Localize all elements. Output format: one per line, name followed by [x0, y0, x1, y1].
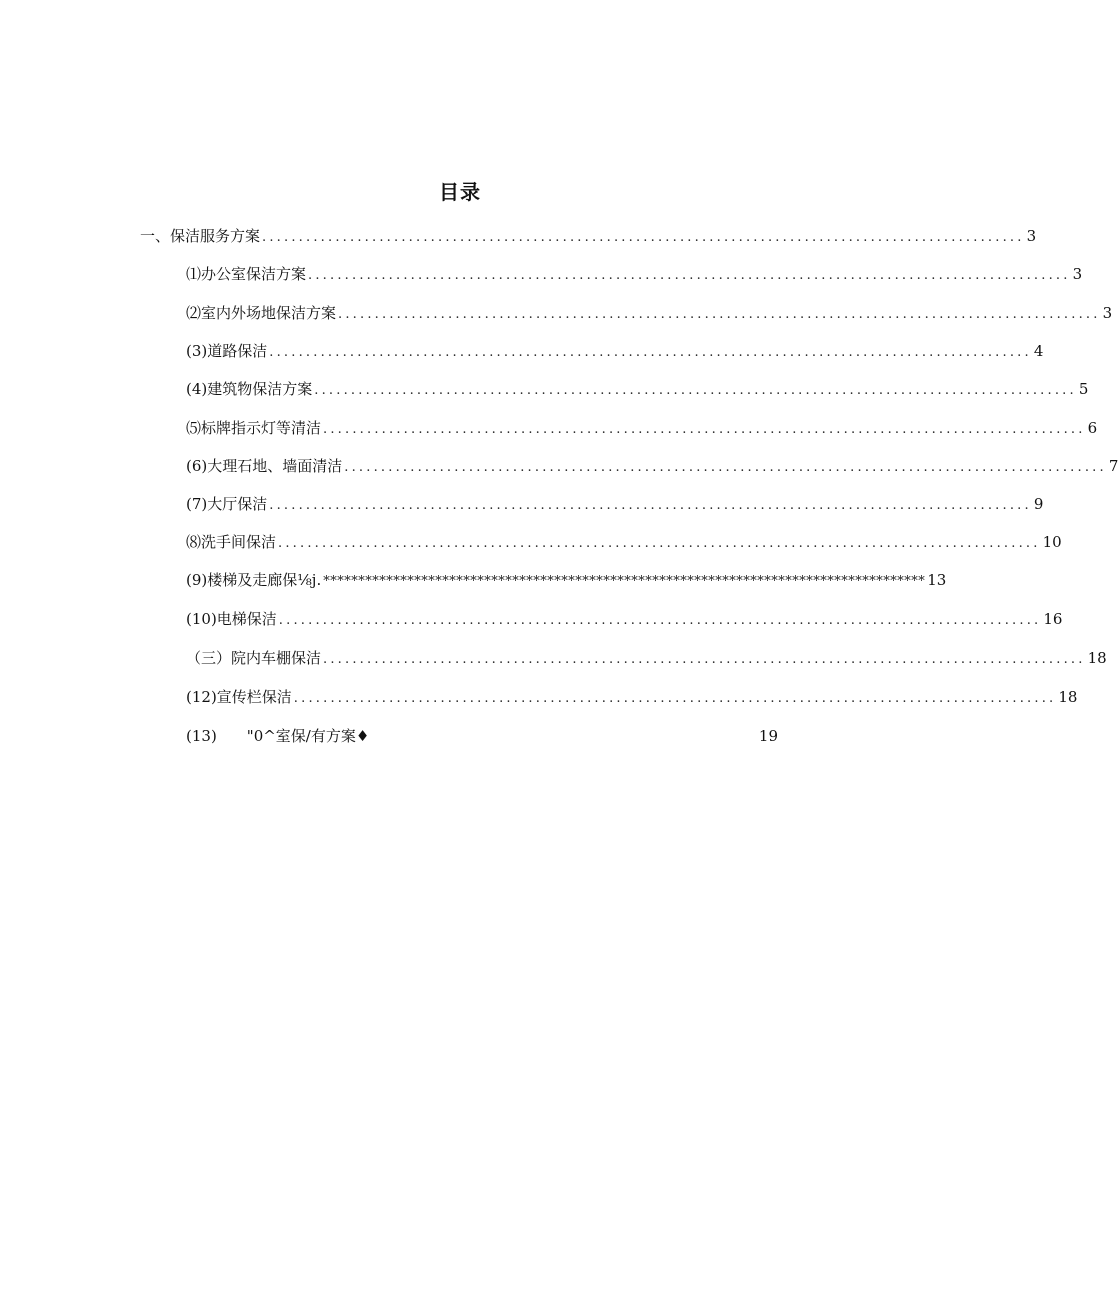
toc-page-number: 18 [1087, 649, 1107, 667]
toc-entry[interactable] [186, 378, 1089, 400]
toc-entry-label: (4)建筑物保洁方案 [186, 380, 313, 398]
toc-entry[interactable] [186, 531, 1062, 553]
toc-entry[interactable] [186, 647, 1107, 669]
toc-entry-label: ⑴办公室保洁方案 [186, 265, 307, 283]
toc-entry-label: （三）院内车棚保洁 [186, 649, 322, 667]
toc-dot-leader: ........................................................................................................ [323, 422, 1086, 437]
toc-entry[interactable] [186, 263, 1083, 285]
toc-entry-label: ⑻洗手间保洁 [186, 533, 277, 551]
toc-entry[interactable] [186, 725, 778, 747]
toc-page-number: 10 [1042, 533, 1062, 551]
toc-entry[interactable] [186, 608, 1063, 630]
toc-dot-leader: ........................................................................................................ [269, 498, 1032, 513]
toc-entry-label: (10)电梯保洁 [186, 610, 277, 628]
toc-dot-leader: ........................................................................................................ [278, 613, 1042, 628]
toc-entry-label: (6)大理石地、墙面清洁 [186, 457, 343, 475]
toc-page-number: 7 [1108, 457, 1118, 475]
toc-entry[interactable] [186, 302, 1113, 324]
toc-entry-label: 一、保洁服务方案 [140, 227, 261, 245]
toc-star-leader: ************************************************************************************** [323, 574, 926, 589]
toc-entry-label: (7)大厅保洁 [186, 495, 268, 513]
toc-page-number: 16 [1043, 610, 1063, 628]
toc-entry[interactable] [186, 455, 1118, 477]
toc-page-number: 4 [1033, 342, 1044, 360]
toc-page-number: 6 [1087, 419, 1098, 437]
toc-page-number: 5 [1078, 380, 1089, 398]
toc-dot-leader: ........................................................................................................ [323, 652, 1086, 667]
toc-entry[interactable] [186, 493, 1044, 515]
toc-entry[interactable] [186, 417, 1098, 439]
toc-dot-leader: ........................................................................................................ [262, 230, 1025, 245]
toc-page-number: 13 [927, 571, 947, 589]
toc-entry-label: (13) "0^室保/有方案♦ [186, 727, 370, 745]
toc-entry[interactable] [140, 225, 1037, 247]
toc-entry[interactable] [186, 569, 947, 591]
toc-entry-label: (9)楼梯及走廊保⅛j. [186, 571, 322, 589]
toc-dot-leader: ........................................................................................................ [269, 345, 1032, 360]
toc-page-number: 19 [758, 727, 778, 745]
toc-page-number: 18 [1058, 688, 1078, 706]
toc-entry-label: (12)宣传栏保洁 [186, 688, 292, 706]
toc-dot-leader: ........................................................................................................ [293, 691, 1057, 706]
toc-entry[interactable] [186, 686, 1078, 708]
toc-entry-label: ⑵室内外场地保洁方案 [186, 304, 337, 322]
toc-page-number: 3 [1026, 227, 1037, 245]
toc-dot-leader: ........................................................................................................ [338, 307, 1101, 322]
toc-dot-leader: ........................................................................................................ [278, 536, 1041, 551]
toc-entry-label: ⑸标牌指示灯等清洁 [186, 419, 322, 437]
toc-dot-leader: ........................................................................................................ [344, 460, 1107, 475]
toc-page-number: 9 [1033, 495, 1044, 513]
toc-entry[interactable] [186, 340, 1044, 362]
toc-entry-label: (3)道路保洁 [186, 342, 268, 360]
page-title: 目录 [439, 180, 481, 204]
toc-page-number: 3 [1072, 265, 1083, 283]
toc-dot-leader: ........................................................................................................ [314, 383, 1077, 398]
toc-dot-leader: ........................................................................................................ [308, 268, 1071, 283]
toc-page-number: 3 [1102, 304, 1113, 322]
